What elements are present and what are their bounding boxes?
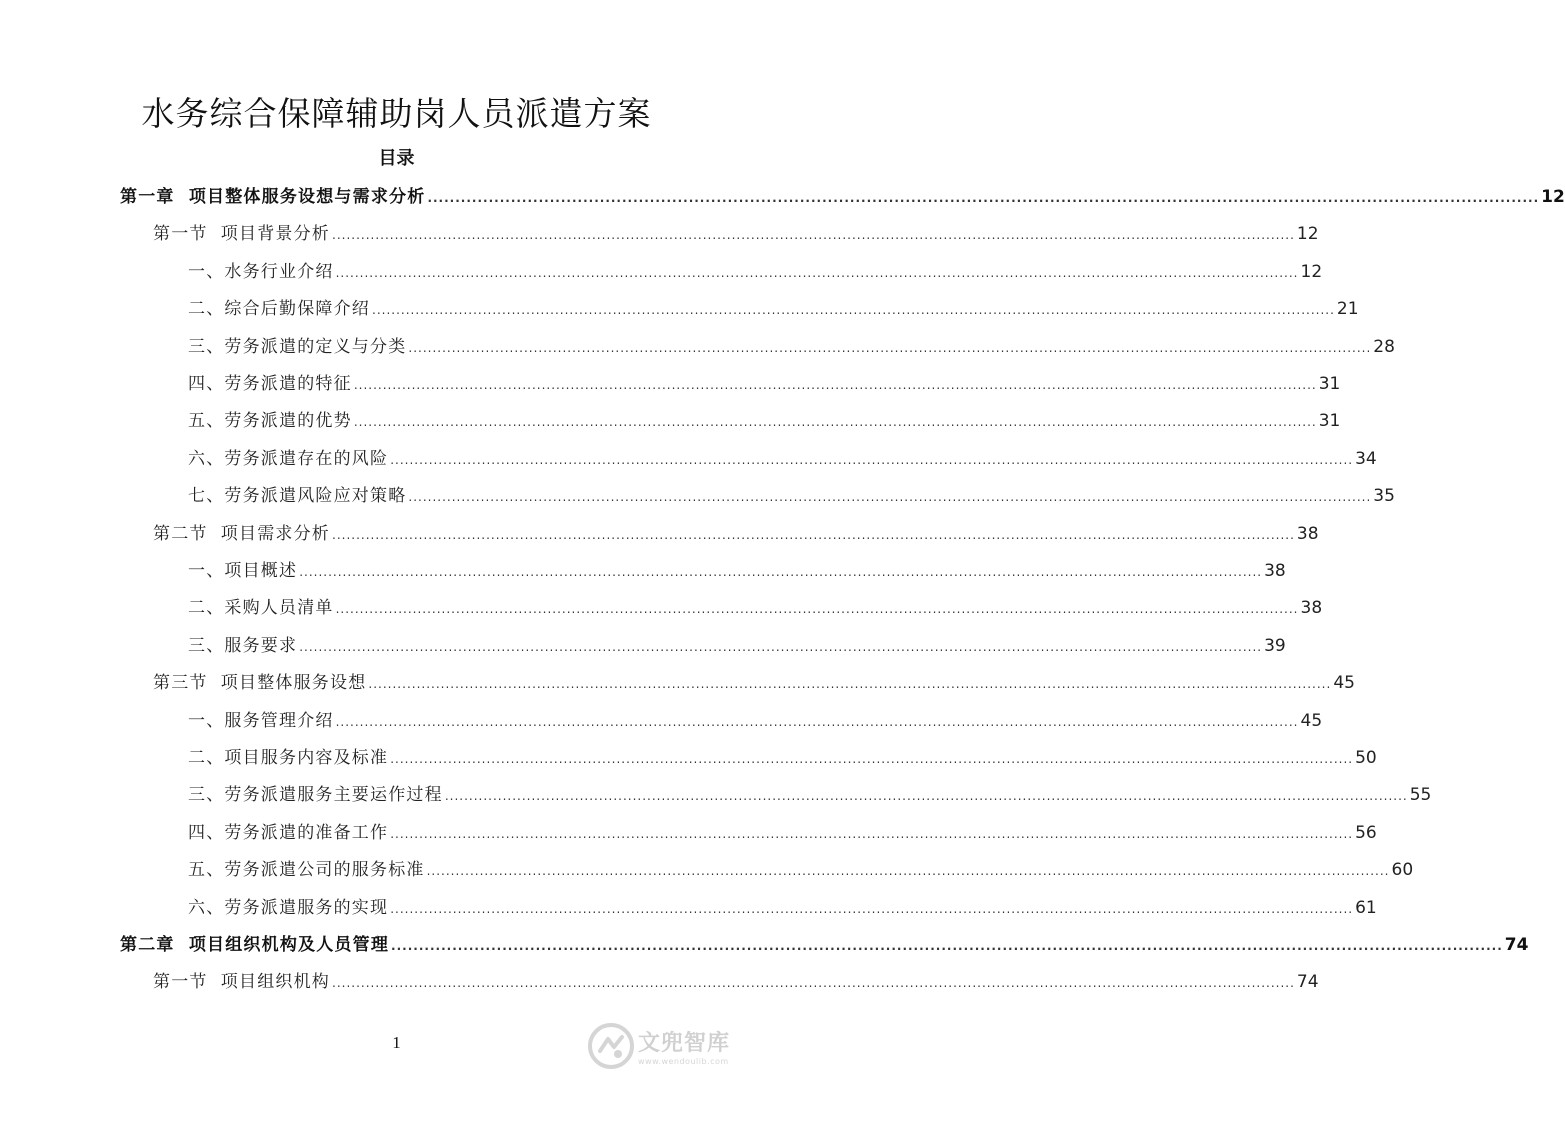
wendou-logo-icon — [588, 1023, 634, 1069]
watermark-name: 文兜智库 — [638, 1031, 731, 1056]
toc-entry[interactable] — [188, 631, 1286, 661]
toc-entry[interactable] — [120, 182, 1565, 212]
toc-entry-label: 第二章 项目组织机构及人员管理 — [120, 935, 390, 955]
toc-entry[interactable] — [153, 967, 1319, 997]
toc-entry-label: 六、劳务派遣服务的实现 — [188, 897, 389, 918]
toc-entry-page: 50 — [1355, 748, 1377, 768]
toc-leader-dots: ........................................................................................................................................................................................................ — [391, 939, 1503, 953]
toc-heading: 目录 — [378, 148, 415, 169]
toc-leader-dots: ........................................................................................................................................................................................................ — [299, 565, 1263, 579]
toc-leader-dots: ........................................................................................................................................................................................................ — [353, 378, 1317, 392]
toc-entry[interactable] — [188, 406, 1341, 436]
toc-entry[interactable] — [188, 780, 1432, 810]
toc-entry-label: 二、采购人员清单 — [188, 598, 334, 619]
toc-leader-dots: ........................................................................................................................................................................................................ — [332, 976, 1295, 991]
toc-entry-label: 二、项目服务内容及标准 — [188, 748, 389, 768]
toc-entry-page: 12 — [1300, 261, 1323, 282]
toc-entry-page: 21 — [1336, 299, 1359, 320]
toc-leader-dots: ........................................................................................................................................................................................................ — [390, 901, 1354, 916]
toc-entry-page: 35 — [1373, 486, 1395, 507]
toc-entry-label: 第一节 项目组织机构 — [153, 972, 331, 993]
toc-entry[interactable] — [188, 369, 1341, 399]
toc-entry-page: 56 — [1355, 822, 1377, 843]
toc-entry[interactable] — [188, 332, 1395, 362]
toc-leader-dots: ........................................................................................................................................................................................................ — [372, 303, 1335, 318]
toc-entry-label: 一、水务行业介绍 — [188, 261, 334, 282]
toc-leader-dots: ........................................................................................................................................................................................................ — [332, 228, 1295, 243]
toc-entry-page: 39 — [1264, 635, 1286, 656]
toc-entry-page: 12 — [1296, 224, 1319, 245]
toc-entry[interactable] — [153, 519, 1319, 549]
toc-entry[interactable] — [153, 219, 1319, 249]
toc-entry-page: 74 — [1504, 935, 1529, 955]
toc-entry-label: 四、劳务派遣的准备工作 — [188, 822, 389, 843]
toc-entry[interactable] — [188, 818, 1377, 848]
toc-leader-dots: ........................................................................................................................................................................................................ — [390, 452, 1354, 467]
toc-entry-label: 一、项目概述 — [188, 561, 298, 581]
toc-entry[interactable] — [120, 930, 1529, 960]
watermark-url: www.wendoulib.com — [638, 1057, 729, 1066]
toc-leader-dots: ........................................................................................................................................................................................................ — [427, 191, 1540, 205]
toc-entry[interactable] — [188, 556, 1286, 586]
toc-entry[interactable] — [188, 481, 1395, 511]
toc-leader-dots: ........................................................................................................................................................................................................ — [408, 490, 1372, 505]
toc-entry-page: 31 — [1318, 411, 1341, 432]
toc-entry[interactable] — [188, 444, 1377, 474]
toc-leader-dots: ........................................................................................................................................................................................................ — [335, 602, 1299, 617]
toc-entry[interactable] — [188, 893, 1377, 923]
toc-leader-dots: ........................................................................................................................................................................................................ — [332, 527, 1295, 542]
toc-leader-dots: ........................................................................................................................................................................................................ — [335, 265, 1299, 280]
toc-entry-page: 45 — [1300, 710, 1323, 731]
toc-entry-label: 六、劳务派遣存在的风险 — [188, 448, 389, 469]
toc-leader-dots: ........................................................................................................................................................................................................ — [368, 677, 1332, 692]
toc-entry[interactable] — [188, 593, 1323, 623]
watermark — [588, 1018, 768, 1074]
toc-entry-label: 五、劳务派遣的优势 — [188, 411, 352, 432]
toc-entry-label: 二、综合后勤保障介绍 — [188, 299, 370, 320]
toc-entry-label: 第二节 项目需求分析 — [153, 523, 331, 544]
toc-leader-dots: ........................................................................................................................................................................................................ — [299, 639, 1263, 654]
toc-entry-label: 第一节 项目背景分析 — [153, 224, 331, 245]
toc-entry-label: 四、劳务派遣的特征 — [188, 374, 352, 394]
toc-entry[interactable] — [153, 668, 1355, 698]
toc-leader-dots: ........................................................................................................................................................................................................ — [390, 826, 1354, 841]
toc-entry-page: 12 — [1541, 187, 1565, 207]
toc-entry-label: 三、服务要求 — [188, 635, 298, 656]
toc-entry[interactable] — [188, 743, 1377, 773]
toc-entry[interactable] — [188, 294, 1359, 324]
toc-leader-dots: ........................................................................................................................................................................................................ — [353, 415, 1317, 430]
toc-entry-page: 28 — [1373, 336, 1395, 357]
toc-entry-page: 31 — [1318, 374, 1341, 394]
document-title: 水务综合保障辅助岗人员派遣方案 — [141, 94, 652, 133]
toc-leader-dots: ........................................................................................................................................................................................................ — [444, 789, 1408, 804]
toc-entry-label: 第三节 项目整体服务设想 — [153, 673, 367, 694]
toc-entry-page: 74 — [1296, 972, 1319, 993]
toc-entry[interactable] — [188, 855, 1414, 885]
toc-entry-label: 三、劳务派遣服务主要运作过程 — [188, 785, 443, 806]
toc-entry[interactable] — [188, 706, 1323, 736]
toc-leader-dots: ........................................................................................................................................................................................................ — [390, 752, 1354, 766]
toc-entry-page: 38 — [1300, 598, 1323, 619]
toc-entry-page: 34 — [1355, 448, 1377, 469]
page-number: 1 — [392, 1033, 401, 1052]
toc-entry-label: 第一章 项目整体服务设想与需求分析 — [120, 187, 426, 207]
toc-entry[interactable] — [188, 257, 1323, 287]
toc-entry-page: 38 — [1264, 561, 1286, 581]
toc-entry-label: 五、劳务派遣公司的服务标准 — [188, 860, 425, 881]
toc-entry-page: 45 — [1333, 673, 1355, 694]
toc-entry-label: 一、服务管理介绍 — [188, 710, 334, 731]
toc-entry-page: 55 — [1409, 785, 1432, 806]
toc-entry-label: 七、劳务派遣风险应对策略 — [188, 486, 407, 507]
toc-entry-page: 38 — [1296, 523, 1319, 544]
toc-entry-label: 三、劳务派遣的定义与分类 — [188, 336, 407, 357]
toc-entry-page: 60 — [1391, 860, 1414, 881]
toc-leader-dots: ........................................................................................................................................................................................................ — [426, 864, 1390, 879]
toc-leader-dots: ........................................................................................................................................................................................................ — [335, 714, 1299, 729]
toc-leader-dots: ........................................................................................................................................................................................................ — [408, 340, 1372, 355]
toc-entry-page: 61 — [1355, 897, 1377, 918]
